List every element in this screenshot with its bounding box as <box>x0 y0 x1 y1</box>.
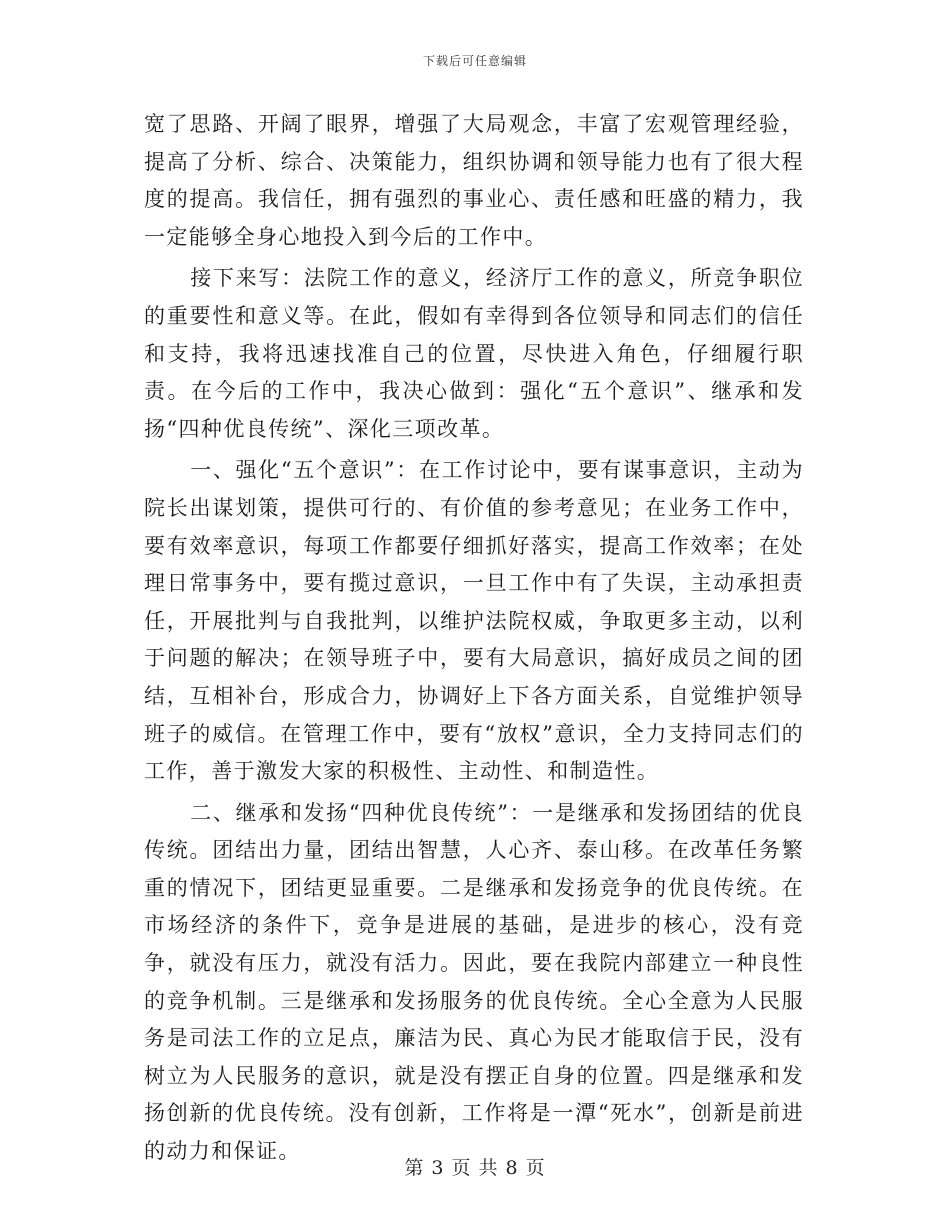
paragraph-four-traditions: 二、继承和发扬“四种优良传统”：一是继承和发扬团结的优良传统。团结出力量，团结出智慧，人心齐、泰山移。在改革任务繁重的情况下，团结更显重要。二是继承和发扬竞争的优良传统。在市场经济的条件下，竞争是进展的基础，是进步的核心，没有竞争，就没有压力，就没有活力。因此，要在我院内部建立一种良性的竞争机制。三是继承和发扬服务的优良传统。全心全意为人民服务是司法工作的立足点，廉洁为民、真心为民才能取信于民，没有树立为人民服务的意识，就是没有摆正自身的位置。四是继承和发扬创新的优良传统。没有创新，工作将是一潭“死水”，创新是前进的动力和保证。 <box>144 800 804 1164</box>
page-header-note: 下载后可任意编辑 <box>422 54 527 68</box>
page-number: 第 3 页 共 8 页 <box>404 1157 546 1179</box>
paragraph-continuation: 宽了思路、开阔了眼界，增强了大局观念，丰富了宏观管理经验，提高了分析、综合、决策能力，组织协调和领导能力也有了很大程度的提高。我信任，拥有强烈的事业心、责任感和旺盛的精力，我一定能够全身心地投入到今后的工作中。 <box>144 112 804 249</box>
paragraph-five-awareness: 一、强化“五个意识”：在工作讨论中，要有谋事意识，主动为院长出谋划策，提供可行的、有价值的参考意见；在业务工作中，要有效率意识，每项工作都要仔细抓好落实，提高工作效率；在处理日常事务中，要有揽过意识，一旦工作中有了失误，主动承担责任，开展批判与自我批判，以维护法院权威，争取更多主动，以利于问题的解决；在领导班子中，要有大局意识，搞好成员之间的团结，互相补台，形成合力，协调好上下各方面关系，自觉维护领导班子的威信。在管理工作中，要有“放权”意识，全力支持同志们的工作，善于激发大家的积极性、主动性、和制造性。 <box>144 458 804 784</box>
paragraph-intro: 接下来写：法院工作的意义，经济厅工作的意义，所竞争职位的重要性和意义等。在此，假如有幸得到各位领导和同志们的信任和支持，我将迅速找准自己的位置，尽快进入角色，仔细履行职责。在今后的工作中，我决心做到：强化“五个意识”、继承和发扬“四种优良传统”、深化三项改革。 <box>144 266 804 441</box>
document-body <box>144 106 804 1175</box>
